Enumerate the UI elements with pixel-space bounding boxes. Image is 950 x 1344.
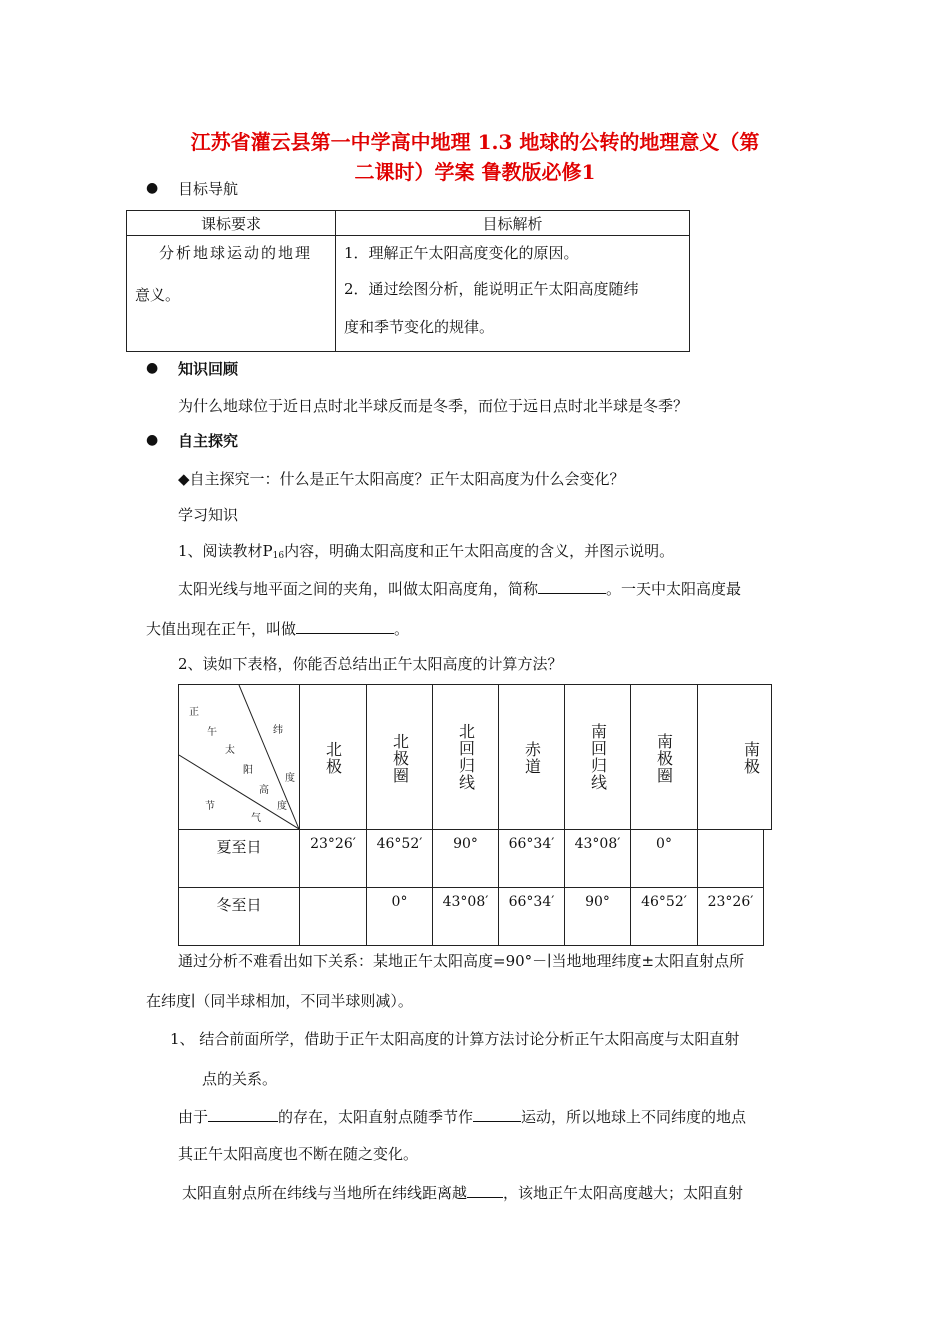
blank-noon-altitude[interactable] xyxy=(296,617,394,634)
blank-cause[interactable] xyxy=(208,1105,278,1122)
row-label-summer-text: 夏至日 xyxy=(216,838,262,856)
diag-char-wu: 午 xyxy=(207,727,217,738)
definition-text-c: 大值出现在正午，叫做 xyxy=(146,620,297,638)
table-cell xyxy=(498,829,565,888)
header-tropic-capricorn-text: 南 回 归 线 xyxy=(590,722,607,792)
item1-page-sub: 16 xyxy=(272,551,285,561)
diag-char-qi: 气 xyxy=(251,813,261,824)
header-antarctic-circle-text: 南 极 圈 xyxy=(656,732,673,785)
diag-char-tai: 太 xyxy=(225,745,235,756)
diag-char-gao: 高 xyxy=(259,785,269,796)
table-cell xyxy=(697,829,764,888)
blank-motion[interactable] xyxy=(473,1105,521,1122)
table-cell xyxy=(432,887,499,946)
document-title-line2: 二课时）学案 鲁教版必修1 xyxy=(354,160,596,184)
header-north-pole-text: 北 极 xyxy=(325,740,342,776)
question1-line1: 1、 结合前面所学，借助于正午太阳高度的计算方法讨论分析正午太阳高度与太阳直射 xyxy=(170,1030,740,1048)
header-tropic-capricorn xyxy=(564,684,631,830)
goals-header-right: 目标解析 xyxy=(336,211,690,236)
definition-text-d: 。 xyxy=(394,620,410,638)
table-cell xyxy=(299,887,367,946)
cell-value: 46°52′ xyxy=(641,894,687,910)
header-south-pole-text: 南 极 xyxy=(743,740,760,776)
explore-question-1: ◆自主探究一：什么是正午太阳高度？正午太阳高度为什么会变化？ xyxy=(178,470,625,488)
goals-right-line3: 度和季节变化的规律。 xyxy=(344,318,495,336)
bullet-icon: ● xyxy=(146,180,159,196)
study-knowledge-label: 学习知识 xyxy=(178,506,239,524)
row-label-winter xyxy=(178,887,300,946)
goals-left-line2: 意义。 xyxy=(135,286,181,304)
header-equator xyxy=(498,684,565,830)
item1-rest: 内容，明确太阳高度和正午太阳高度的含义，并图示说明。 xyxy=(284,542,675,560)
section-explore-heading: 自主探究 xyxy=(178,432,239,450)
cause-line2: 其正午太阳高度也不断在随之变化。 xyxy=(178,1145,419,1163)
cause-line1 xyxy=(178,1105,746,1127)
cell-value: 90° xyxy=(453,836,478,852)
table-cell xyxy=(299,829,367,888)
header-tropic-cancer xyxy=(432,684,499,830)
document-title-line1: 江苏省灌云县第一中学高中地理 1.3 地球的公转的地理意义（第 xyxy=(190,130,760,154)
table-cell xyxy=(564,829,631,888)
cell-value: 0° xyxy=(391,894,408,910)
blank-distance[interactable] xyxy=(467,1181,503,1198)
cell-value: 46°52′ xyxy=(376,836,423,852)
row-label-summer xyxy=(178,829,300,888)
question1-line2: 点的关系。 xyxy=(202,1070,278,1088)
formula-line2: 在纬度∣（同半球相加，不同半球则减）。 xyxy=(146,992,413,1010)
cause-text-c: 运动，所以地球上不同纬度的地点 xyxy=(521,1108,747,1126)
goals-right-line2: 2．通过绘图分析，能说明正午太阳高度随纬 xyxy=(344,280,639,298)
item2-instruction: 2、读如下表格，你能否总结出正午太阳高度的计算方法？ xyxy=(178,655,563,673)
table-cell xyxy=(366,887,433,946)
diag-char-zheng: 正 xyxy=(189,707,199,718)
review-question: 为什么地球位于近日点时北半球反而是冬季，而位于远日点时北半球是冬季？ xyxy=(178,397,689,415)
goals-table xyxy=(126,210,690,352)
distance-line xyxy=(182,1181,743,1203)
diag-char-yang: 阳 xyxy=(243,765,253,776)
table-cell xyxy=(564,887,631,946)
cause-text-b: 的存在，太阳直射点随季节作 xyxy=(278,1108,474,1126)
cell-value: 23°26′ xyxy=(707,894,754,910)
cell-value: 23°26′ xyxy=(310,836,356,852)
section-nav-heading: 目标导航 xyxy=(178,180,239,198)
header-arctic-circle-text: 北 极 圈 xyxy=(392,732,409,785)
definition-line1 xyxy=(178,577,741,599)
goals-right-line1: 1．理解正午太阳高度变化的原因。 xyxy=(344,244,579,262)
row-label-winter-text: 冬至日 xyxy=(216,896,262,914)
table-cell xyxy=(630,829,698,888)
formula-line1: 通过分析不难看出如下关系：某地正午太阳高度=90°－∣当地地理纬度±太阳直射点所 xyxy=(178,952,745,970)
item1-prefix: 1、阅读教材P xyxy=(178,542,273,560)
blank-short-name[interactable] xyxy=(538,577,606,594)
cell-value: 66°34′ xyxy=(508,836,555,852)
table-cell xyxy=(366,829,433,888)
header-south-pole xyxy=(697,684,772,830)
cell-value: 0° xyxy=(656,836,672,852)
bullet-icon: ● xyxy=(146,432,159,448)
cause-text-a: 由于 xyxy=(178,1108,209,1126)
definition-text-b: 。一天中太阳高度最 xyxy=(606,580,742,598)
table-cell xyxy=(697,887,764,946)
diag-char-wei: 纬 xyxy=(273,725,283,736)
header-antarctic-circle xyxy=(630,684,698,830)
diag-char-jie: 节 xyxy=(205,801,215,812)
diagonal-header-cell xyxy=(178,684,300,830)
definition-line2 xyxy=(146,617,409,639)
definition-text-a: 太阳光线与地平面之间的夹角，叫做太阳高度角，简称 xyxy=(178,580,539,598)
distance-text-a: 太阳直射点所在纬线与当地所在纬线距离越 xyxy=(182,1184,468,1202)
goals-right-cell xyxy=(336,236,690,352)
item1-instruction xyxy=(178,540,674,561)
header-north-pole xyxy=(299,684,367,830)
bullet-icon: ● xyxy=(146,360,159,376)
section-review-heading: 知识回顾 xyxy=(178,360,239,378)
table-cell xyxy=(432,829,499,888)
header-tropic-cancer-text: 北 回 归 线 xyxy=(458,722,475,792)
cell-value: 43°08′ xyxy=(574,836,621,852)
goals-left-cell xyxy=(127,236,336,352)
goals-left-line1: 分析地球运动的地理 xyxy=(159,244,313,262)
header-arctic-circle xyxy=(366,684,433,830)
diag-char-du2: 度 xyxy=(285,773,295,784)
cell-value: 66°34′ xyxy=(508,894,555,910)
cell-value: 43°08′ xyxy=(442,894,489,910)
table-cell xyxy=(498,887,565,946)
cell-value: 90° xyxy=(585,894,610,910)
goals-header-left: 课标要求 xyxy=(127,211,336,236)
diag-char-du: 度 xyxy=(277,801,287,812)
table-cell xyxy=(630,887,698,946)
distance-text-b: ，该地正午太阳高度越大；太阳直射 xyxy=(503,1184,744,1202)
header-equator-text: 赤 道 xyxy=(524,740,541,776)
